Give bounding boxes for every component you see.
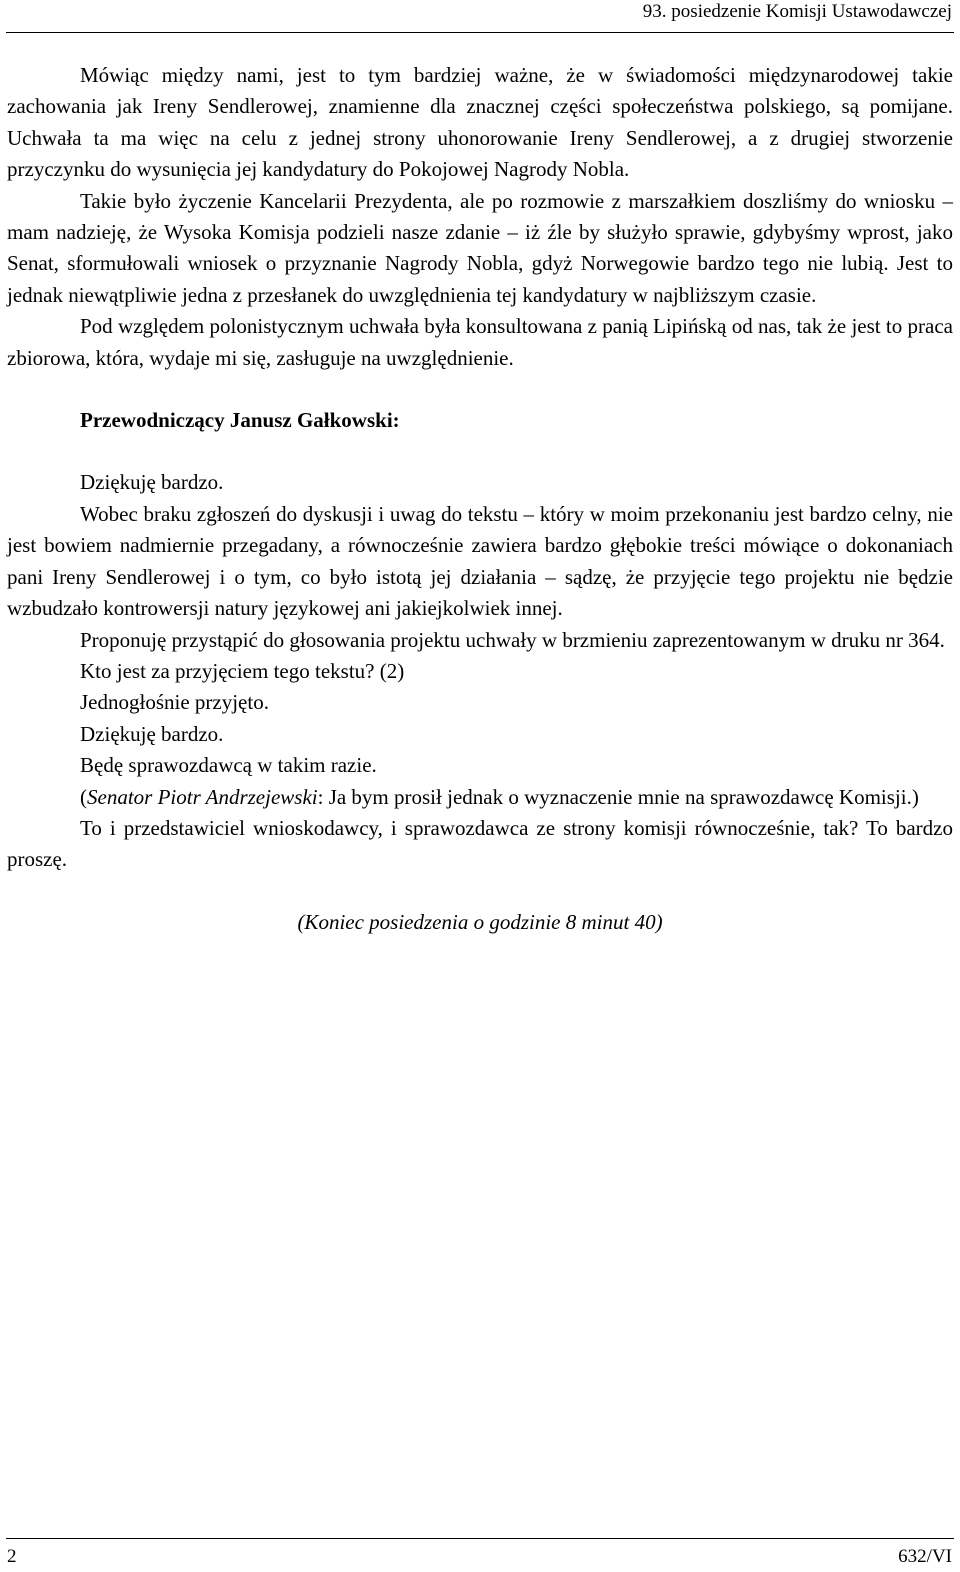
paragraph: Wobec braku zgłoszeń do dyskusji i uwag do tekstu – który w moim przekonaniu jest bardzo celny, nie jest bowiem nadmiernie przegadany, a równocześnie zawiera bardzo głębokie treści mówiące o dokonaniach pani Ireny Sendlerowej i o tym, co było istotą jej działania – sądzę, że przyjęcie tego projektu nie będzie wzbudzało kontrowersji natury językowej ani jakiejkolwiek innej. — [7, 501, 953, 621]
closing-note: (Koniec posiedzenia o godzinie 8 minut 40) — [297, 909, 663, 934]
paragraph: Mówiąc między nami, jest to tym bardziej ważne, że w świadomości międzynarodowej takie zachowania jak Ireny Sendlerowej, znamienne dla znacznej części społeczeństwa polskiego, są pomijane. Uchwała ta ma więc na celu z jednej strony uhonorowanie Ireny Sendlerowej, a z drugiej stworzenie przyczynku do wysunięcia jej kandydatury do Pokojowej Nagrody Nobla. — [7, 63, 953, 182]
document-code: 632/VI — [898, 1546, 952, 1567]
footer-divider — [6, 1538, 954, 1539]
page-header: 93. posiedzenie Komisji Ustawodawczej — [642, 1, 952, 22]
paragraph: Dziękuję bardzo. — [80, 721, 224, 746]
interjection-speaker: Senator Piotr Andrzejewski — [87, 784, 318, 809]
paragraph: Proponuję przystąpić do głosowania projektu uchwały w brzmieniu zaprezentowanym w druku nr 364. — [80, 627, 945, 652]
paragraph: Pod względem polonistycznym uchwała była konsultowana z panią Lipińską od nas, tak że jest to praca zbiorowa, która, wydaje mi się, zasługuje na uwzględnienie. — [7, 314, 953, 370]
page-number: 2 — [7, 1546, 17, 1567]
paragraph: Dziękuję bardzo. — [80, 470, 224, 495]
paragraph: Jednogłośnie przyjęto. — [80, 690, 269, 715]
interjection-text: : Ja bym prosił jednak o wyznaczenie mnie na sprawozdawcę Komisji.) — [317, 784, 919, 809]
paragraph: Takie było życzenie Kancelarii Prezydenta, ale po rozmowie z marszałkiem doszliśmy do wniosku – mam nadzieję, że Wysoka Komisja podzieli nasze zdanie – iż źle by służyło sprawie, gdybyśmy wprost, jako Senat, sformułowali wniosek o przyznanie Nagrody Nobla, gdyż Norwegowie bardzo tego nie lubią. Jest to jednak niewątpliwie jedna z przesłanek do uwzględnienia tej kandydatury w najbliższym czasie. — [7, 188, 953, 307]
paragraph: Będę sprawozdawcą w takim razie. — [80, 753, 377, 778]
document-body — [7, 60, 953, 938]
interjection-open: ( — [80, 784, 87, 809]
paragraph: Kto jest za przyjęciem tego tekstu? (2) — [80, 658, 405, 683]
interjection-paragraph — [7, 782, 953, 813]
speaker-heading: Przewodniczący Janusz Gałkowski: — [80, 408, 400, 433]
header-divider — [6, 32, 954, 33]
paragraph: To i przedstawiciel wnioskodawcy, i sprawozdawca ze strony komisji równocześnie, tak? To bardzo proszę. — [7, 815, 953, 872]
